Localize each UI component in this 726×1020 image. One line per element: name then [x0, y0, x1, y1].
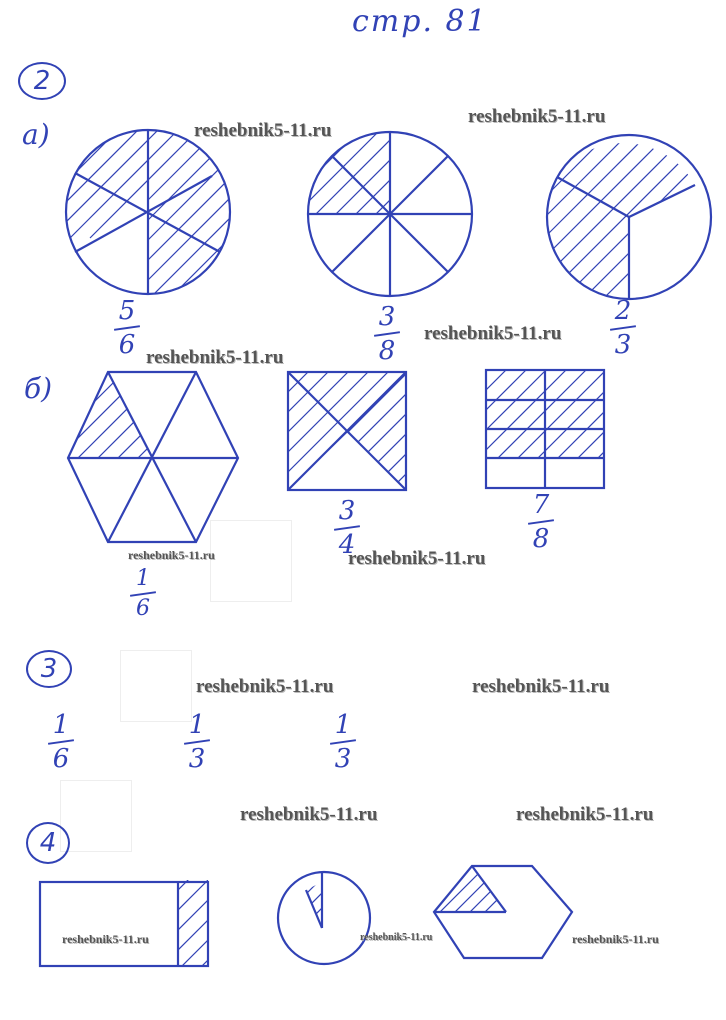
- task2-number: 2: [18, 62, 66, 100]
- fraction-b3-denominator: 8: [532, 524, 550, 554]
- fraction-a3-numerator: 2: [614, 296, 632, 326]
- task2-part-b-label: б): [24, 372, 53, 405]
- circle-five-sixths: [60, 128, 240, 298]
- watermark: reshebnik5-11.ru: [146, 347, 284, 368]
- fraction-t3-1-numerator: 1: [52, 710, 70, 740]
- fraction-a3-denominator: 3: [614, 330, 632, 360]
- watermark: reshebnik5-11.ru: [62, 932, 149, 946]
- page-header: стр. 81: [352, 4, 488, 39]
- watermark: reshebnik5-11.ru: [572, 932, 659, 946]
- fraction-t3-3-denominator: 3: [334, 744, 352, 774]
- fraction-a1-denominator: 6: [118, 330, 136, 360]
- paper-grid-mark: [120, 650, 192, 722]
- fraction-b1-denominator: 6: [136, 596, 150, 621]
- task3-number: 3: [26, 650, 72, 688]
- fraction-t3-1: [48, 712, 74, 772]
- watermark: reshebnik5-11.ru: [468, 106, 606, 127]
- fraction-a1: [114, 298, 140, 358]
- circle-small-sector: [276, 864, 376, 968]
- fraction-a2-denominator: 8: [378, 336, 396, 366]
- fraction-b2-numerator: 3: [338, 496, 356, 526]
- square-three-quarters: [288, 372, 408, 492]
- task4-number: 4: [26, 822, 70, 864]
- watermark: reshebnik5-11.ru: [128, 548, 215, 562]
- watermark: reshebnik5-11.ru: [360, 932, 433, 943]
- circle-three-eighths: [308, 132, 474, 298]
- fraction-t3-2: [184, 712, 210, 772]
- fraction-a2: [374, 304, 400, 364]
- fraction-a3: [610, 298, 636, 358]
- fraction-b3-numerator: 7: [532, 490, 550, 520]
- fraction-b1: [130, 568, 156, 620]
- fraction-t3-3: [330, 712, 356, 772]
- watermark: reshebnik5-11.ru: [240, 804, 378, 825]
- fraction-t3-3-numerator: 1: [334, 710, 352, 740]
- paper-grid-mark: [60, 780, 132, 852]
- watermark: reshebnik5-11.ru: [196, 676, 334, 697]
- fraction-t3-2-numerator: 1: [188, 710, 206, 740]
- fraction-t3-1-denominator: 6: [52, 744, 70, 774]
- circle-two-thirds: [547, 135, 713, 301]
- watermark: reshebnik5-11.ru: [348, 548, 486, 569]
- hexagon-shaded-triangle: [430, 862, 578, 962]
- fraction-b3: [528, 492, 554, 552]
- grid-seven-eighths: [486, 370, 606, 490]
- rectangle-shaded-strip: [38, 880, 210, 970]
- fraction-b2-denominator: 4: [338, 530, 356, 560]
- fraction-b1-numerator: 1: [136, 566, 150, 591]
- watermark: reshebnik5-11.ru: [424, 323, 562, 344]
- watermark: reshebnik5-11.ru: [516, 804, 654, 825]
- fraction-a1-numerator: 5: [118, 296, 136, 326]
- hexagon-one-sixth: [66, 370, 242, 546]
- watermark: reshebnik5-11.ru: [472, 676, 610, 697]
- fraction-a2-numerator: 3: [378, 302, 396, 332]
- watermark: reshebnik5-11.ru: [194, 120, 332, 141]
- fraction-t3-2-denominator: 3: [188, 744, 206, 774]
- task2-part-a-label: а): [22, 118, 50, 151]
